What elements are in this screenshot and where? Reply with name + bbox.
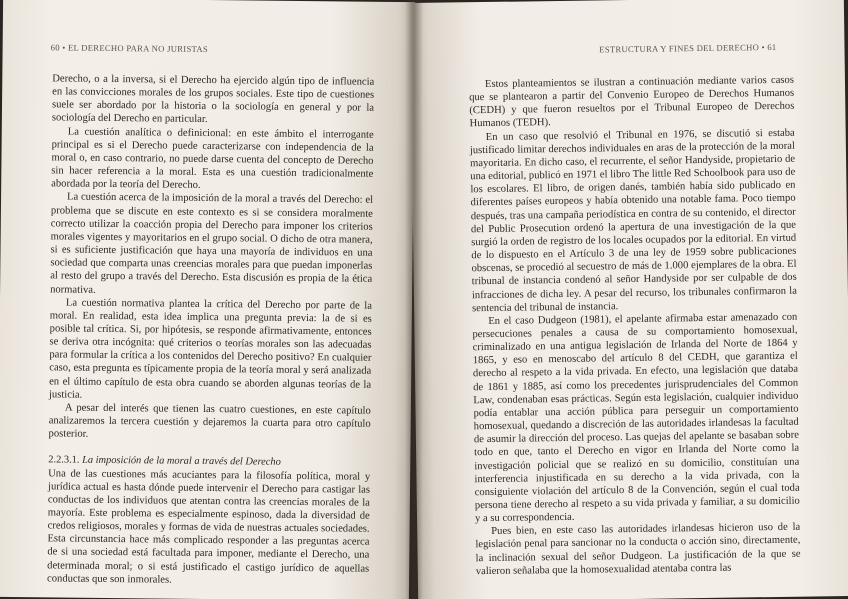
left-paragraph-1: Derecho, o a la inversa, si el Derecho ha ejercido algún tipo de influencia en las convicciones morales de los grupos sociales. Este tipo de cuestiones suele ser abordado por la historia o la sociología en general y por la sociología del Derecho en particular. (51, 73, 375, 126)
right-paragraph-4: Pues bien, en este caso las autoridades irlandesas hicieron uso de la legislación penal para sancionar no la conducta o acción sino, directamente, la inclinación sexual del señor Dudgeon. La justificación de la que se valieron señalaba que la homosexualidad atentaba contra las (475, 521, 801, 577)
right-paragraph-1: Estos planteamientos se ilustran a continuación mediante varios casos que se plantearon a partir del Convenio Europeo de Derechos Humanos (CEDH) y que fueron resueltos por el Tribunal Europeo de Derechos Humanos (TEDH). (469, 74, 795, 130)
left-paragraph-4: La cuestión normativa plantea la crítica del Derecho por parte de la moral. En realidad, esta idea implica una pregunta previa: la de si es posible tal crítica. Si, por hipótesis, se responde afirmativamente, entonces se deriva otra incógnita: qué criterios o teorías morales son las adecuadas para formular la crítica a los contenidos del Derecho positivo? En cualquier caso, esta pregunta es típicamente propia de la teoría moral y será analizada en el último capítulo de esta obra cuando se aborden algunas teorías de la justicia. (48, 297, 372, 401)
left-section-paragraph: Una de las cuestiones más acuciantes para la filosofía política, moral y jurídica actual es hasta dónde puede intervenir el Derecho para castigar las conductas de los individuos que atentan contra las creencias morales de la mayoría. Este problema es especialmente espinoso, dada la diversidad de credos religiosos, morales y formas de vida de nuestras actuales sociedades. Esta circunstancia hace más complicado responder a las preguntas acerca de si una sociedad está facultada para imponer, mediante el Derecho, una determinada moral; o si está justificado el castigo jurídico de aquellas conductas que son inmorales. (47, 467, 371, 586)
right-running-head: ESTRUCTURA Y FINES DEL DERECHO • 61 (599, 41, 777, 55)
right-paragraph-3: En el caso Dudgeon (1981), el apelante afirmaba estar amenazado con persecuciones penales a causa de su comportamiento homosexual, criminalizado en una antigua legislación de Irlanda del Norte de 1864 y 1865, y eso en menoscabo del artículo 8 del CEDH, que garantiza el derecho al respeto a la vida privada. En efecto, una legislación que databa de 1861 y 1885, así como los precedentes jurisprudenciales del Common Law, condenaban esas prácticas. Según esta legislación, cualquier individuo podía entablar una acción pública para perseguir un comportamiento homosexual, quedando a discreción de las autoridades irlandesas la facultad de asumir la dirección del proceso. Las quejas del apelante se basaban sobre todo en que, tanto el Derecho en vigor en Irlanda del Norte como la investigación policial que se realizó en su domicilio, constituían una interferencia injustificada en su derecho a la vida privada, con la consiguiente violación del artículo 8 de la Convención, según el cual toda persona tiene derecho al respeto a su vida privada y familiar, a su domicilio y a su correspondencia. (472, 311, 800, 525)
left-paragraph-2: La cuestión analítica o definicional: en este ámbito el interrogante principal es si el Derecho puede caracterizarse con independencia de la moral o, en caso contrario, no puede darse cuenta del concepto de Derecho sin hacer referencia a la moral. Esta es una cuestión tradicionalmente abordada por la teoría del Derecho. (51, 126, 374, 192)
book-gutter-shadow (405, 0, 423, 599)
right-page-body (469, 74, 801, 578)
left-paragraph-3: La cuestión acerca de la imposición de la moral a través del Derecho: el problema que se discute en este contexto es si se considera moralmente correcto utilizar la coacción propia del Derecho para imponer los criterios morales vigentes y mayoritarios en el grupo social. O dicho de otra manera, si es suficiente justificación que haya una mayoría de individuos en una sociedad que comparta unas creencias morales para que puedan imponerlas al resto del grupo a través del Derecho. Esta discusión es propia de la ética normativa. (50, 191, 374, 296)
left-running-head: 60 • EL DERECHO PARA NO JURISTAS (50, 42, 209, 55)
left-paragraph-5: A pesar del interés que tienen las cuatro cuestiones, en este capítulo analizaremos la tercera cuestión y dejaremos la cuarta para otro capítulo posterior. (48, 402, 371, 440)
right-paragraph-2: En un caso que resolvió el Tribunal en 1976, se discutió si estaba justificado limitar derechos individuales en aras de la protección de la moral mayoritaria. En dicho caso, el recurrente, el señor Handyside, propietario de una editorial, publicó en 1971 el libro The little Red Schoolbook para uso de los escolares. El libro, de origen danés, también había sido publicado en diferentes países europeos y había obtenido una notable fama. Poco tiempo después, tras una campaña periodística en contra de su contenido, el director del Public Prosecution ordenó la apertura de una investigación de la que surgió la orden de registro de los locales ocupados por la editorial. En virtud de lo dispuesto en el Artículo 3 de una ley de 1959 sobre publicaciones obscenas, se procedió al secuestro de más de 1.000 ejemplares de la obra. El tribunal de instancia condenó al señor Handyside por ser culpable de dos infracciones de dicha ley. A pesar del recurso, los tribunales confirmaron la sentencia del tribunal de instancia. (469, 127, 797, 314)
left-page-body (47, 72, 374, 588)
section-title: La imposición de la moral a través del Derecho (82, 455, 281, 469)
right-page (410, 0, 848, 599)
left-page (0, 0, 415, 599)
section-number: 2.2.3.1. (48, 454, 80, 467)
